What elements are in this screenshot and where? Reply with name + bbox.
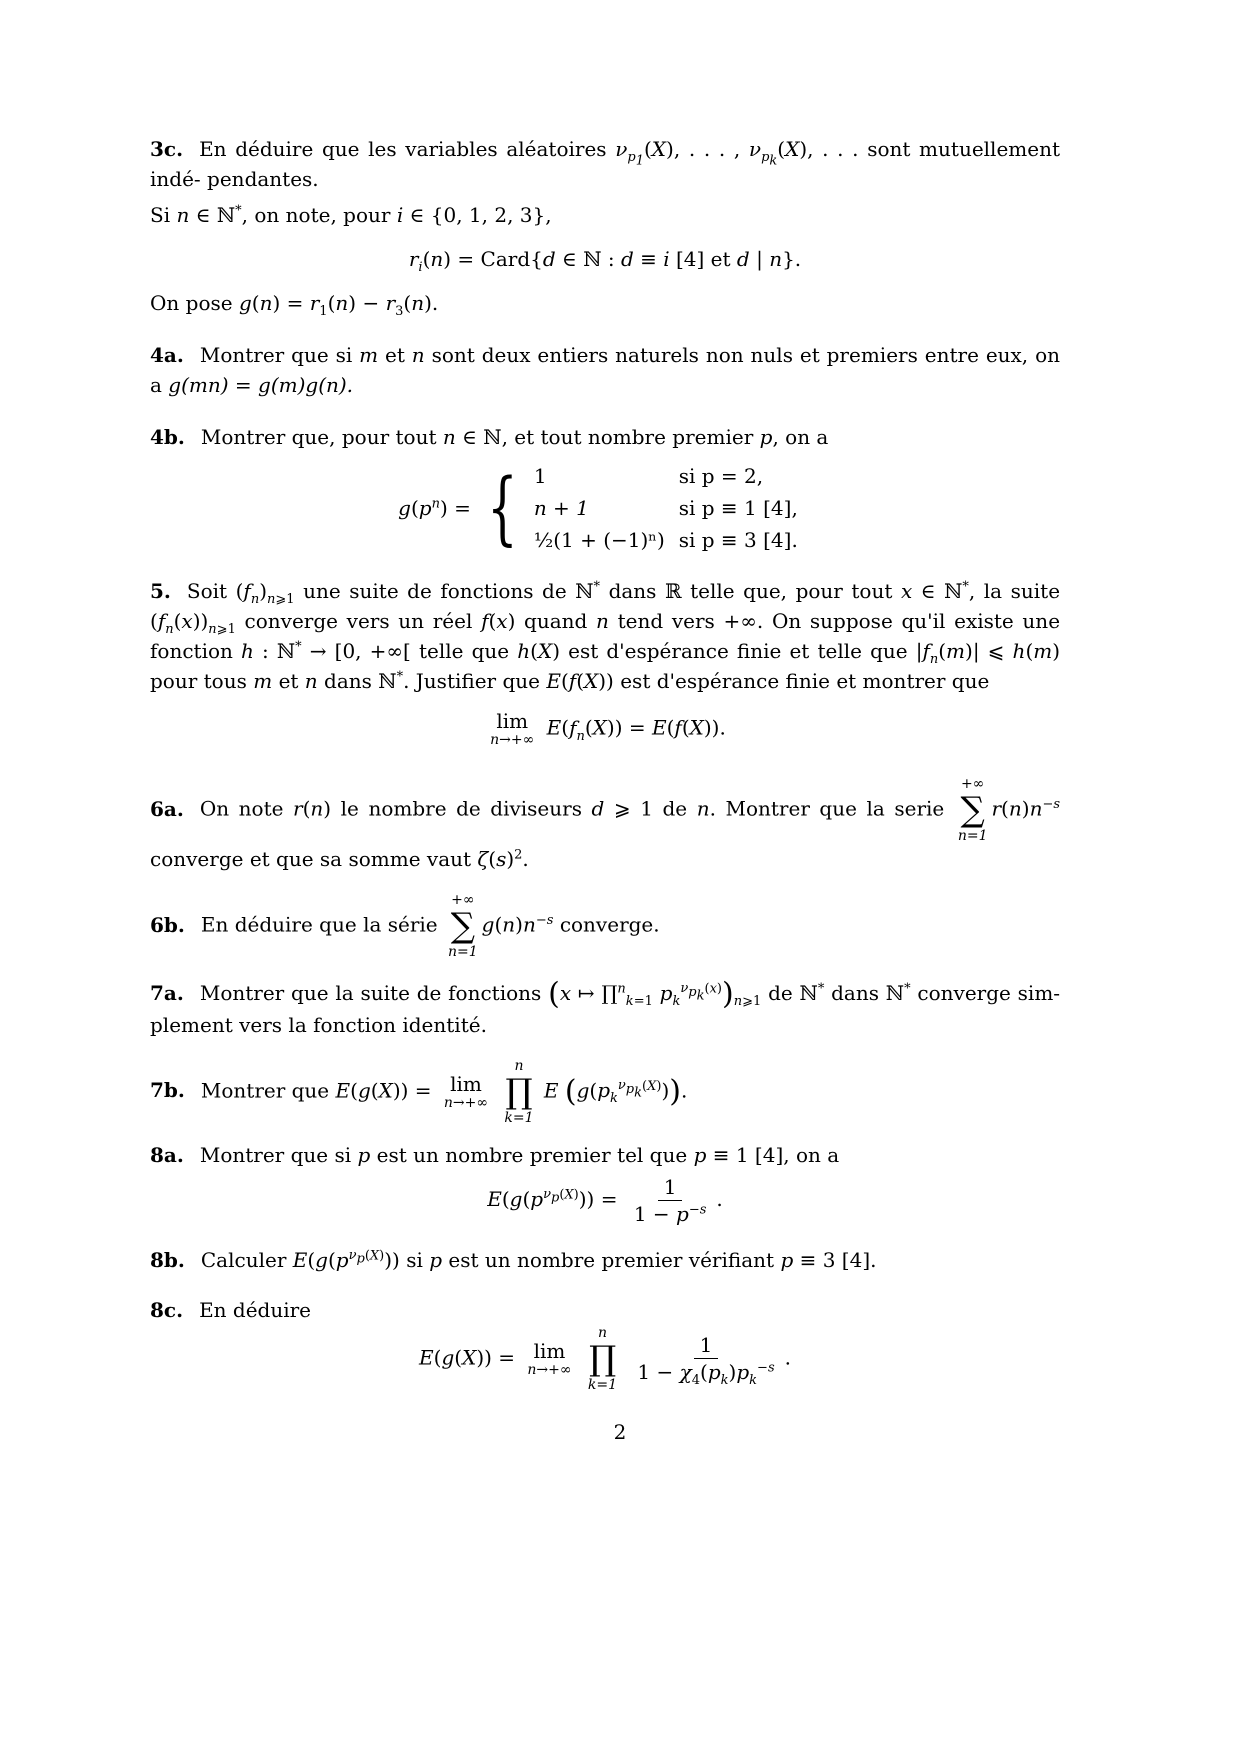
question-8c: 8c. En déduire	[150, 1297, 312, 1322]
question-8b: 8b. Calculer $E(g(p^{\nu_p(X)}))$ si p est un nombre premier vérifiant p ≡ 3 [4].	[150, 1247, 877, 1272]
cases-table	[534, 460, 812, 556]
question-label: 6b.	[150, 912, 185, 937]
question-label: 3c.	[150, 137, 184, 161]
document-page	[150, 134, 1060, 1393]
question-5: 5. Soit $(f_n)_{n⩾1}$ une suite de fonctions de ℕ* dans ℝ telle que, pour tout x ∈ ℕ*, la suite $(f_n(x))_{n⩾1}$ converge vers un réel f(x) quand n tend vers +∞. On suppose qu'il existe une fonction h : ℕ* → [0, +∞[ telle que h(X) est d'espérance finie et telle que $|f_n(m)|$ ⩽ h(m) pour tous m et n dans ℕ*. Justifier que E(f(X)) est d'espérance finie et montrer que	[150, 579, 1061, 693]
case-row: n + 1 si p ≡ 1 [4],	[533, 496, 798, 520]
question-8a: 8a. Montrer que si p est un nombre premier tel que p ≡ 1 [4], on a	[150, 1142, 840, 1167]
question-label: 7b.	[150, 1078, 185, 1102]
question-3c: 3c. En déduire que les variables aléatoires $\nu_{p_1}(X)$, . . . , $\nu_{p_k}(X)$, . . . sont mutuellement indé- pendantes.	[150, 137, 1061, 191]
question-label: 8c.	[150, 1297, 184, 1322]
question-label: 5.	[150, 579, 171, 603]
definition-intro: Si n ∈ ℕ*, on note, pour i ∈ {0, 1, 2, 3},	[150, 203, 552, 227]
page-number: 2	[613, 1420, 627, 1444]
formula-8a: $E(g(p^{\nu_p(X)}))$ = $\frac{1}{1 - p^{-s}}$ .	[487, 1174, 723, 1226]
formula-ri: $r_i(n)$ = Card{d ∈ ℕ : d ≡ i [4] et d | n}.	[408, 247, 802, 275]
question-7a: 7a. Montrer que la suite de fonctions (x ↦ ∏$^n_{k=1}$ $p_k^{\nu_{p_k}(x)})_{n⩾1}$ de ℕ* dans ℕ* converge sim- plement vers la fonction identité.	[150, 976, 1061, 1037]
text: En déduire que les variables aléatoires	[199, 137, 607, 161]
question-label: 6a.	[150, 796, 184, 821]
question-label: 4a.	[150, 343, 184, 367]
formula-limit: lim n→+∞ $E(f_n(X)) = E(f(X))$.	[490, 709, 726, 748]
case-row: 1 si p = 2,	[533, 464, 764, 488]
question-7b: 7b. Montrer que E(g(X)) = lim n→+∞ n ∏ k=1 E $(g(p_k^{\nu_{p_k}(X)}))$.	[150, 1057, 688, 1126]
formula-g-pn: $g(p^n)$ = { 1 si p = 2, n + 1 si p ≡ 1 [4], ½(1 + (−1)ⁿ) si p ≡ 3 [4].	[150, 460, 1060, 556]
question-label: 7a.	[150, 981, 184, 1005]
question-label: 8b.	[150, 1247, 185, 1272]
text: pendantes.	[207, 167, 319, 191]
question-6a: 6a. On note r(n) le nombre de diviseurs d ⩾ 1 de n. Montrer que la serie +∞ ∑ n=1 $r(n)n^{-s}$ converge et que sa somme vaut $\zeta(s)^2$.	[150, 776, 1061, 871]
question-4a: 4a. Montrer que si m et n sont deux entiers naturels non nuls et premiers entre eux, on a g(mn) = g(m)g(n).	[150, 343, 1060, 397]
case-row: ½(1 + (−1)ⁿ) si p ≡ 3 [4].	[533, 528, 798, 552]
question-label: 4b.	[150, 425, 185, 449]
text: sont mutuellement indé-	[150, 137, 1061, 191]
definition-g: On pose $g(n) = r_1(n) - r_3(n)$.	[150, 291, 439, 319]
formula-8c: E(g(X)) = lim n→+∞ n ∏ k=1 $\frac{1}{1 - \chi_4(p_k)p_k^{-s}}$ .	[419, 1324, 791, 1393]
question-label: 8a.	[150, 1142, 184, 1167]
question-6b: 6b. En déduire que la série +∞ ∑ n=1 $g(n)n^{-s}$ converge.	[150, 892, 660, 960]
question-4b: 4b. Montrer que, pour tout n ∈ ℕ, et tout nombre premier p, on a	[150, 425, 829, 449]
